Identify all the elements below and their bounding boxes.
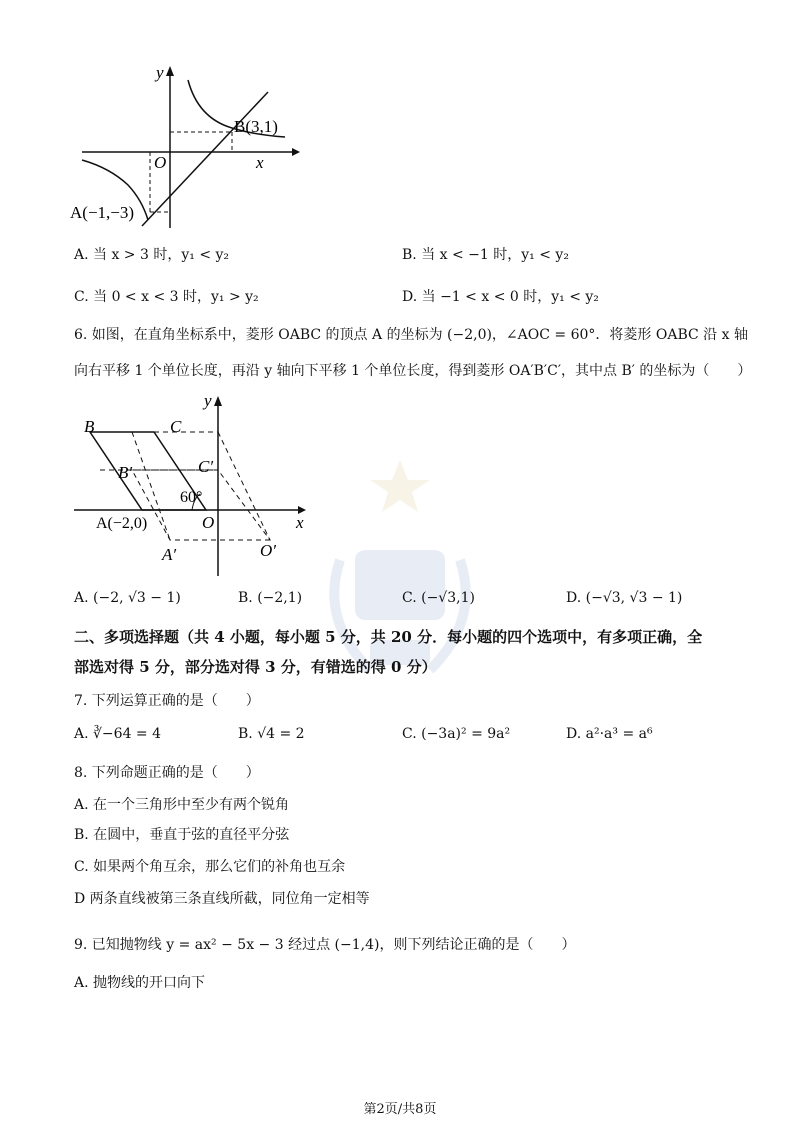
- q7-option-d: D. a²·a³ = a⁶: [566, 726, 653, 742]
- q6-stem-line2: 向右平移 1 个单位长度，再沿 y 轴向下平移 1 个单位长度，得到菱形 OA′B′C′，其中点 B′ 的坐标为（ ）: [74, 363, 752, 379]
- fig2-angle-label: 60°: [180, 489, 203, 506]
- q8-stem: 8. 下列命题正确的是（ ）: [74, 765, 260, 781]
- q7-option-b: B. √4 = 2: [238, 726, 305, 742]
- q9-option-a: A. 抛物线的开口向下: [74, 975, 206, 991]
- y-axis-arrow-icon: [214, 396, 222, 406]
- q5-option-a: A. 当 x > 3 时，y₁ < y₂: [74, 247, 230, 263]
- y-axis-arrow-icon: [166, 66, 174, 76]
- q9-stem: 9. 已知抛物线 y = ax² − 5x − 3 经过点 (−1,4)，则下列结论正确的是（ ）: [74, 937, 576, 953]
- fig1-point-a-label: A(−1,−3): [70, 203, 135, 222]
- fig1-origin-label: O: [154, 153, 167, 172]
- guide-c-shift: [218, 432, 270, 540]
- fig2-y-label: y: [204, 391, 212, 410]
- fig2-point-cprime-label: C′: [198, 457, 214, 476]
- figure-rhombus: [70, 390, 320, 580]
- q6-stem-line1: 6. 如图，在直角坐标系中，菱形 OABC 的顶点 A 的坐标为 (−2,0)，∠AOC = 60°．将菱形 OABC 沿 x 轴: [74, 327, 748, 343]
- q6-option-d: D. (−√3, √3 − 1): [566, 590, 683, 606]
- q8-option-d: D 两条直线被第三条直线所截，同位角一定相等: [74, 891, 370, 907]
- q7-option-c: C. (−3a)² = 9a²: [402, 726, 511, 742]
- x-axis-arrow-icon: [292, 148, 300, 156]
- fig2-origin-label: O: [202, 513, 215, 532]
- section2-heading-line2: 部选对得 5 分，部分选对得 3 分，有错选的得 0 分）: [74, 658, 437, 676]
- fig2-point-a-label: A(−2,0): [96, 515, 148, 532]
- q5-option-b: B. 当 x < −1 时，y₁ < y₂: [402, 247, 569, 263]
- q7-option-a: A. ∛−64 = 4: [74, 726, 162, 742]
- fig2-x-label: x: [296, 513, 304, 532]
- fig1-point-b-label: B(3,1): [234, 117, 278, 136]
- fig1-y-label: y: [156, 63, 164, 82]
- q7-stem: 7. 下列运算正确的是（ ）: [74, 693, 260, 709]
- q6-option-b: B. (−2,1): [238, 590, 303, 606]
- fig2-point-oprime-label: O′: [260, 541, 276, 560]
- fig2-point-b-label: B: [84, 417, 95, 436]
- section2-heading-line1: 二、多项选择题（共 4 小题，每小题 5 分，共 20 分．每小题的四个选项中，有多项正确，全: [74, 628, 703, 646]
- q6-option-a: A. (−2, √3 − 1): [74, 590, 181, 606]
- q8-option-c: C. 如果两个角互余，那么它们的补角也互余: [74, 859, 346, 875]
- q5-option-c: C. 当 0 < x < 3 时，y₁ > y₂: [74, 289, 259, 305]
- q5-option-d: D. 当 −1 < x < 0 时，y₁ < y₂: [402, 289, 599, 305]
- fig2-point-c-label: C: [170, 417, 182, 436]
- q6-option-c: C. (−√3,1): [402, 590, 475, 606]
- q8-option-a: A. 在一个三角形中至少有两个锐角: [74, 797, 290, 813]
- fig2-point-aprime-label: A′: [162, 545, 177, 564]
- page-number: 第2页/共8页: [363, 1102, 437, 1117]
- fig1-x-label: x: [256, 153, 264, 172]
- figure-hyperbola-line: [70, 60, 300, 230]
- q8-option-b: B. 在圆中，垂直于弦的直径平分弦: [74, 827, 290, 843]
- fig2-point-bprime-label: B′: [118, 463, 133, 482]
